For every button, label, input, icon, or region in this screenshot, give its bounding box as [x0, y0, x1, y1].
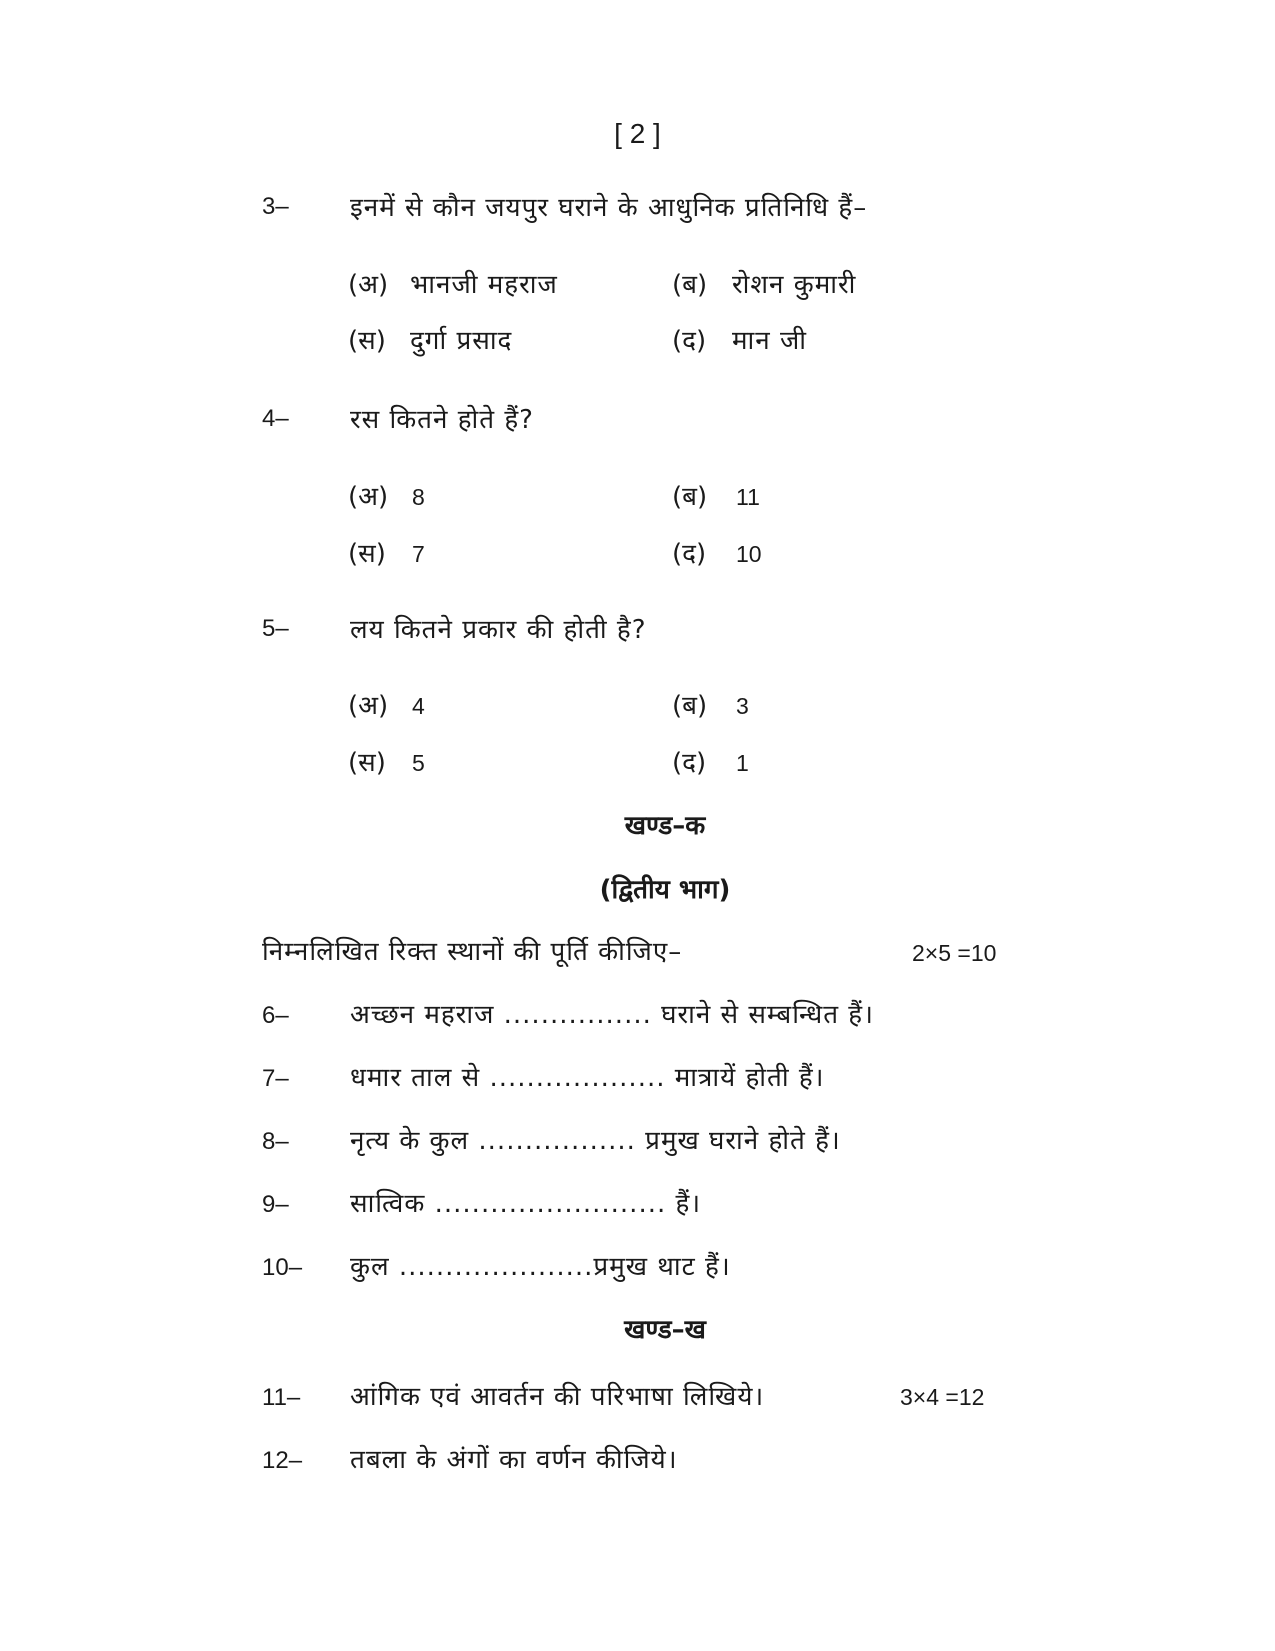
section-subheading: (द्वितीय भाग)	[599, 875, 731, 905]
option-value: रोशन कुमारी	[732, 270, 857, 300]
section-instruction: निम्नलिखित रिक्त स्थानों की पूर्ति कीजिए–	[262, 937, 683, 967]
option-value: 8	[412, 484, 425, 510]
option-value: दुर्गा प्रसाद	[410, 326, 513, 356]
question-number: 12–	[262, 1447, 303, 1474]
section-heading: खण्ड–ख	[624, 1315, 706, 1345]
question-number: 10–	[262, 1254, 303, 1281]
question-text: आंगिक एवं आवर्तन की परिभाषा लिखिये।	[350, 1382, 765, 1412]
question-text: तबला के अंगों का वर्णन कीजिये।	[350, 1445, 678, 1475]
option-label: (स)	[348, 326, 386, 356]
page-number: [ 2 ]	[614, 118, 661, 149]
option-value: 10	[736, 541, 762, 567]
option-label: (द)	[672, 539, 707, 569]
question-number: 6–	[262, 1002, 289, 1029]
option-value: भानजी महराज	[410, 270, 558, 300]
option-value: 5	[412, 750, 425, 776]
question-number: 5–	[262, 615, 289, 642]
option-label: (अ)	[348, 691, 389, 721]
option-label: (ब)	[672, 482, 708, 512]
option-label: (द)	[672, 748, 707, 778]
option-label: (ब)	[672, 270, 708, 300]
question-number: 11–	[262, 1384, 301, 1411]
option-value: मान जी	[732, 326, 808, 356]
question-number: 3–	[262, 193, 289, 220]
option-value: 7	[412, 541, 425, 567]
question-text: अच्छन महराज ................ घराने से सम्बन्धित हैं।	[350, 1000, 874, 1030]
option-label: (स)	[348, 539, 386, 569]
question-text: रस कितने होते हैं?	[350, 405, 534, 435]
question-number: 8–	[262, 1128, 289, 1155]
question-text: धमार ताल से ................... मात्रायें होती हैं।	[350, 1063, 825, 1093]
question-number: 7–	[262, 1065, 289, 1092]
option-value: 3	[736, 693, 749, 719]
option-label: (अ)	[348, 482, 389, 512]
option-label: (द)	[672, 326, 707, 356]
question-text: लय कितने प्रकार की होती है?	[350, 615, 647, 645]
marks-allocation: 3×4 =12	[900, 1384, 985, 1410]
option-label: (ब)	[672, 691, 708, 721]
option-label: (अ)	[348, 270, 389, 300]
question-number: 9–	[262, 1191, 289, 1218]
option-label: (स)	[348, 748, 386, 778]
option-value: 4	[412, 693, 425, 719]
marks-allocation: 2×5 =10	[912, 940, 997, 966]
question-text: सात्विक ......................... हैं।	[350, 1189, 702, 1219]
option-value: 1	[736, 750, 749, 776]
option-value: 11	[736, 484, 760, 510]
question-text: कुल .....................प्रमुख थाट हैं।	[350, 1252, 731, 1282]
question-text: इनमें से कौन जयपुर घराने के आधुनिक प्रतिनिधि हैं–	[350, 193, 868, 223]
question-text: नृत्य के कुल ................. प्रमुख घराने होते हैं।	[350, 1126, 841, 1156]
section-heading: खण्ड–क	[624, 811, 706, 841]
question-number: 4–	[262, 405, 289, 432]
